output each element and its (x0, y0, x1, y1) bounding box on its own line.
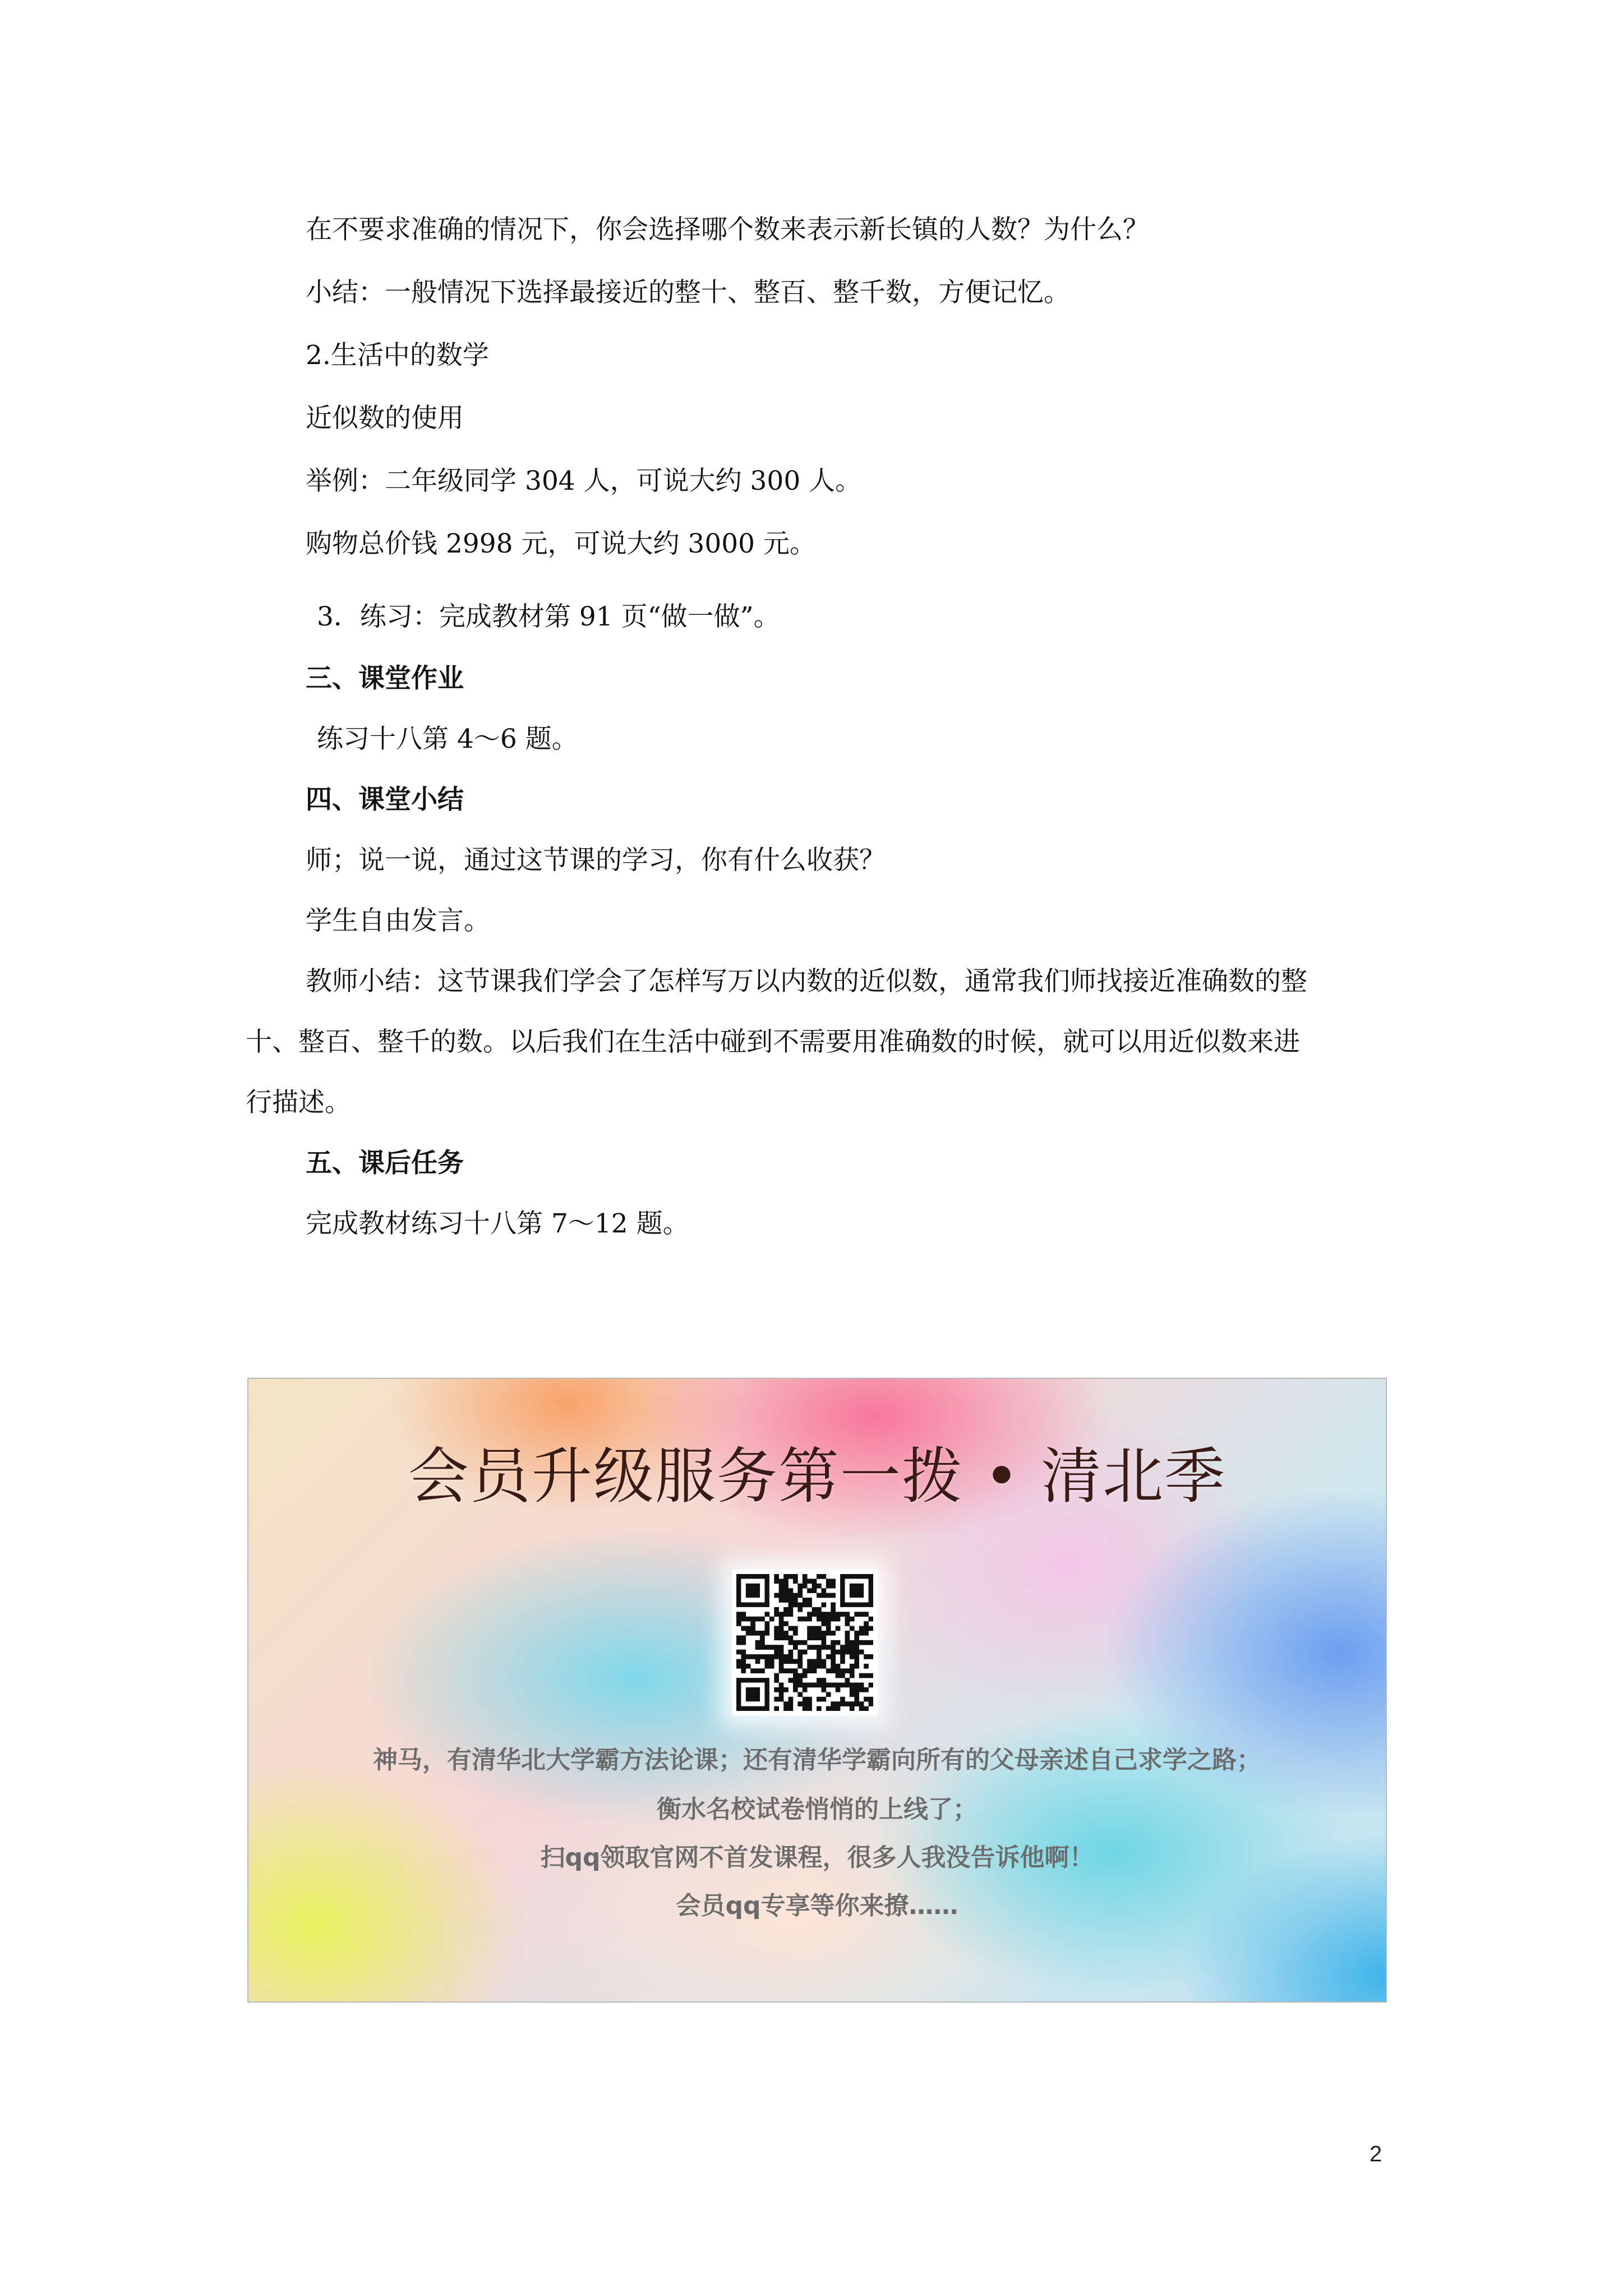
promo-line-1: 神马，有清华北大学霸方法论课；还有清华学霸向所有的父母亲述自己求学之路； (373, 1746, 1261, 1774)
page-number: 2 (1370, 2142, 1382, 2166)
paragraph-teacher-question: 师；说一说，通过这节课的学习，你有什么收获？ (306, 845, 886, 876)
paragraph-exercise: 3．练习：完成教材第 91 页“做一做”。 (317, 601, 780, 632)
qr-code-graphic (736, 1574, 873, 1711)
paragraph-teacher-summary-1: 教师小结：这节课我们学会了怎样写万以内数的近似数，通常我们师找接近准确数的整 (306, 966, 1307, 997)
qr-code-icon[interactable] (732, 1570, 878, 1715)
paragraph-student-speak: 学生自由发言。 (306, 905, 490, 936)
paragraph-summary: 小结：一般情况下选择最接近的整十、整百、整千数，方便记忆。 (306, 277, 1070, 308)
banner-title: 会员升级服务第一拨 • 清北季 (408, 1442, 1227, 1512)
paragraph-classwork: 练习十八第 4～6 题。 (317, 724, 578, 754)
promo-line-2: 衡水名校试卷悄悄的上线了； (657, 1795, 978, 1824)
paragraph-teacher-summary-3: 行描述。 (246, 1087, 351, 1118)
promo-line-4: 会员qq专享等你来撩…… (676, 1892, 958, 1920)
heading-class-summary: 四、课堂小结 (306, 784, 464, 815)
promo-line-3: 扫qq领取官网不首发课程，很多人我没告诉他啊！ (540, 1843, 1094, 1872)
paragraph-question: 在不要求准确的情况下，你会选择哪个数来表示新长镇的人数？为什么？ (306, 214, 1149, 245)
heading-classwork: 三、课堂作业 (306, 663, 464, 694)
paragraph-homework: 完成教材练习十八第 7～12 题。 (306, 1208, 689, 1239)
paragraph-example-shopping: 购物总价钱 2998 元，可说大约 3000 元。 (306, 528, 816, 559)
subheading-life-math: 2.生活中的数学 (306, 340, 489, 371)
heading-homework: 五、课后任务 (306, 1148, 464, 1179)
paragraph-teacher-summary-2: 十、整百、整千的数。以后我们在生活中碰到不需要用准确数的时候，就可以用近似数来进 (246, 1027, 1300, 1057)
paragraph-example-students: 举例：二年级同学 304 人，可说大约 300 人。 (306, 466, 862, 496)
promo-banner[interactable] (247, 1378, 1387, 2003)
paragraph-approx-usage: 近似数的使用 (306, 403, 464, 434)
